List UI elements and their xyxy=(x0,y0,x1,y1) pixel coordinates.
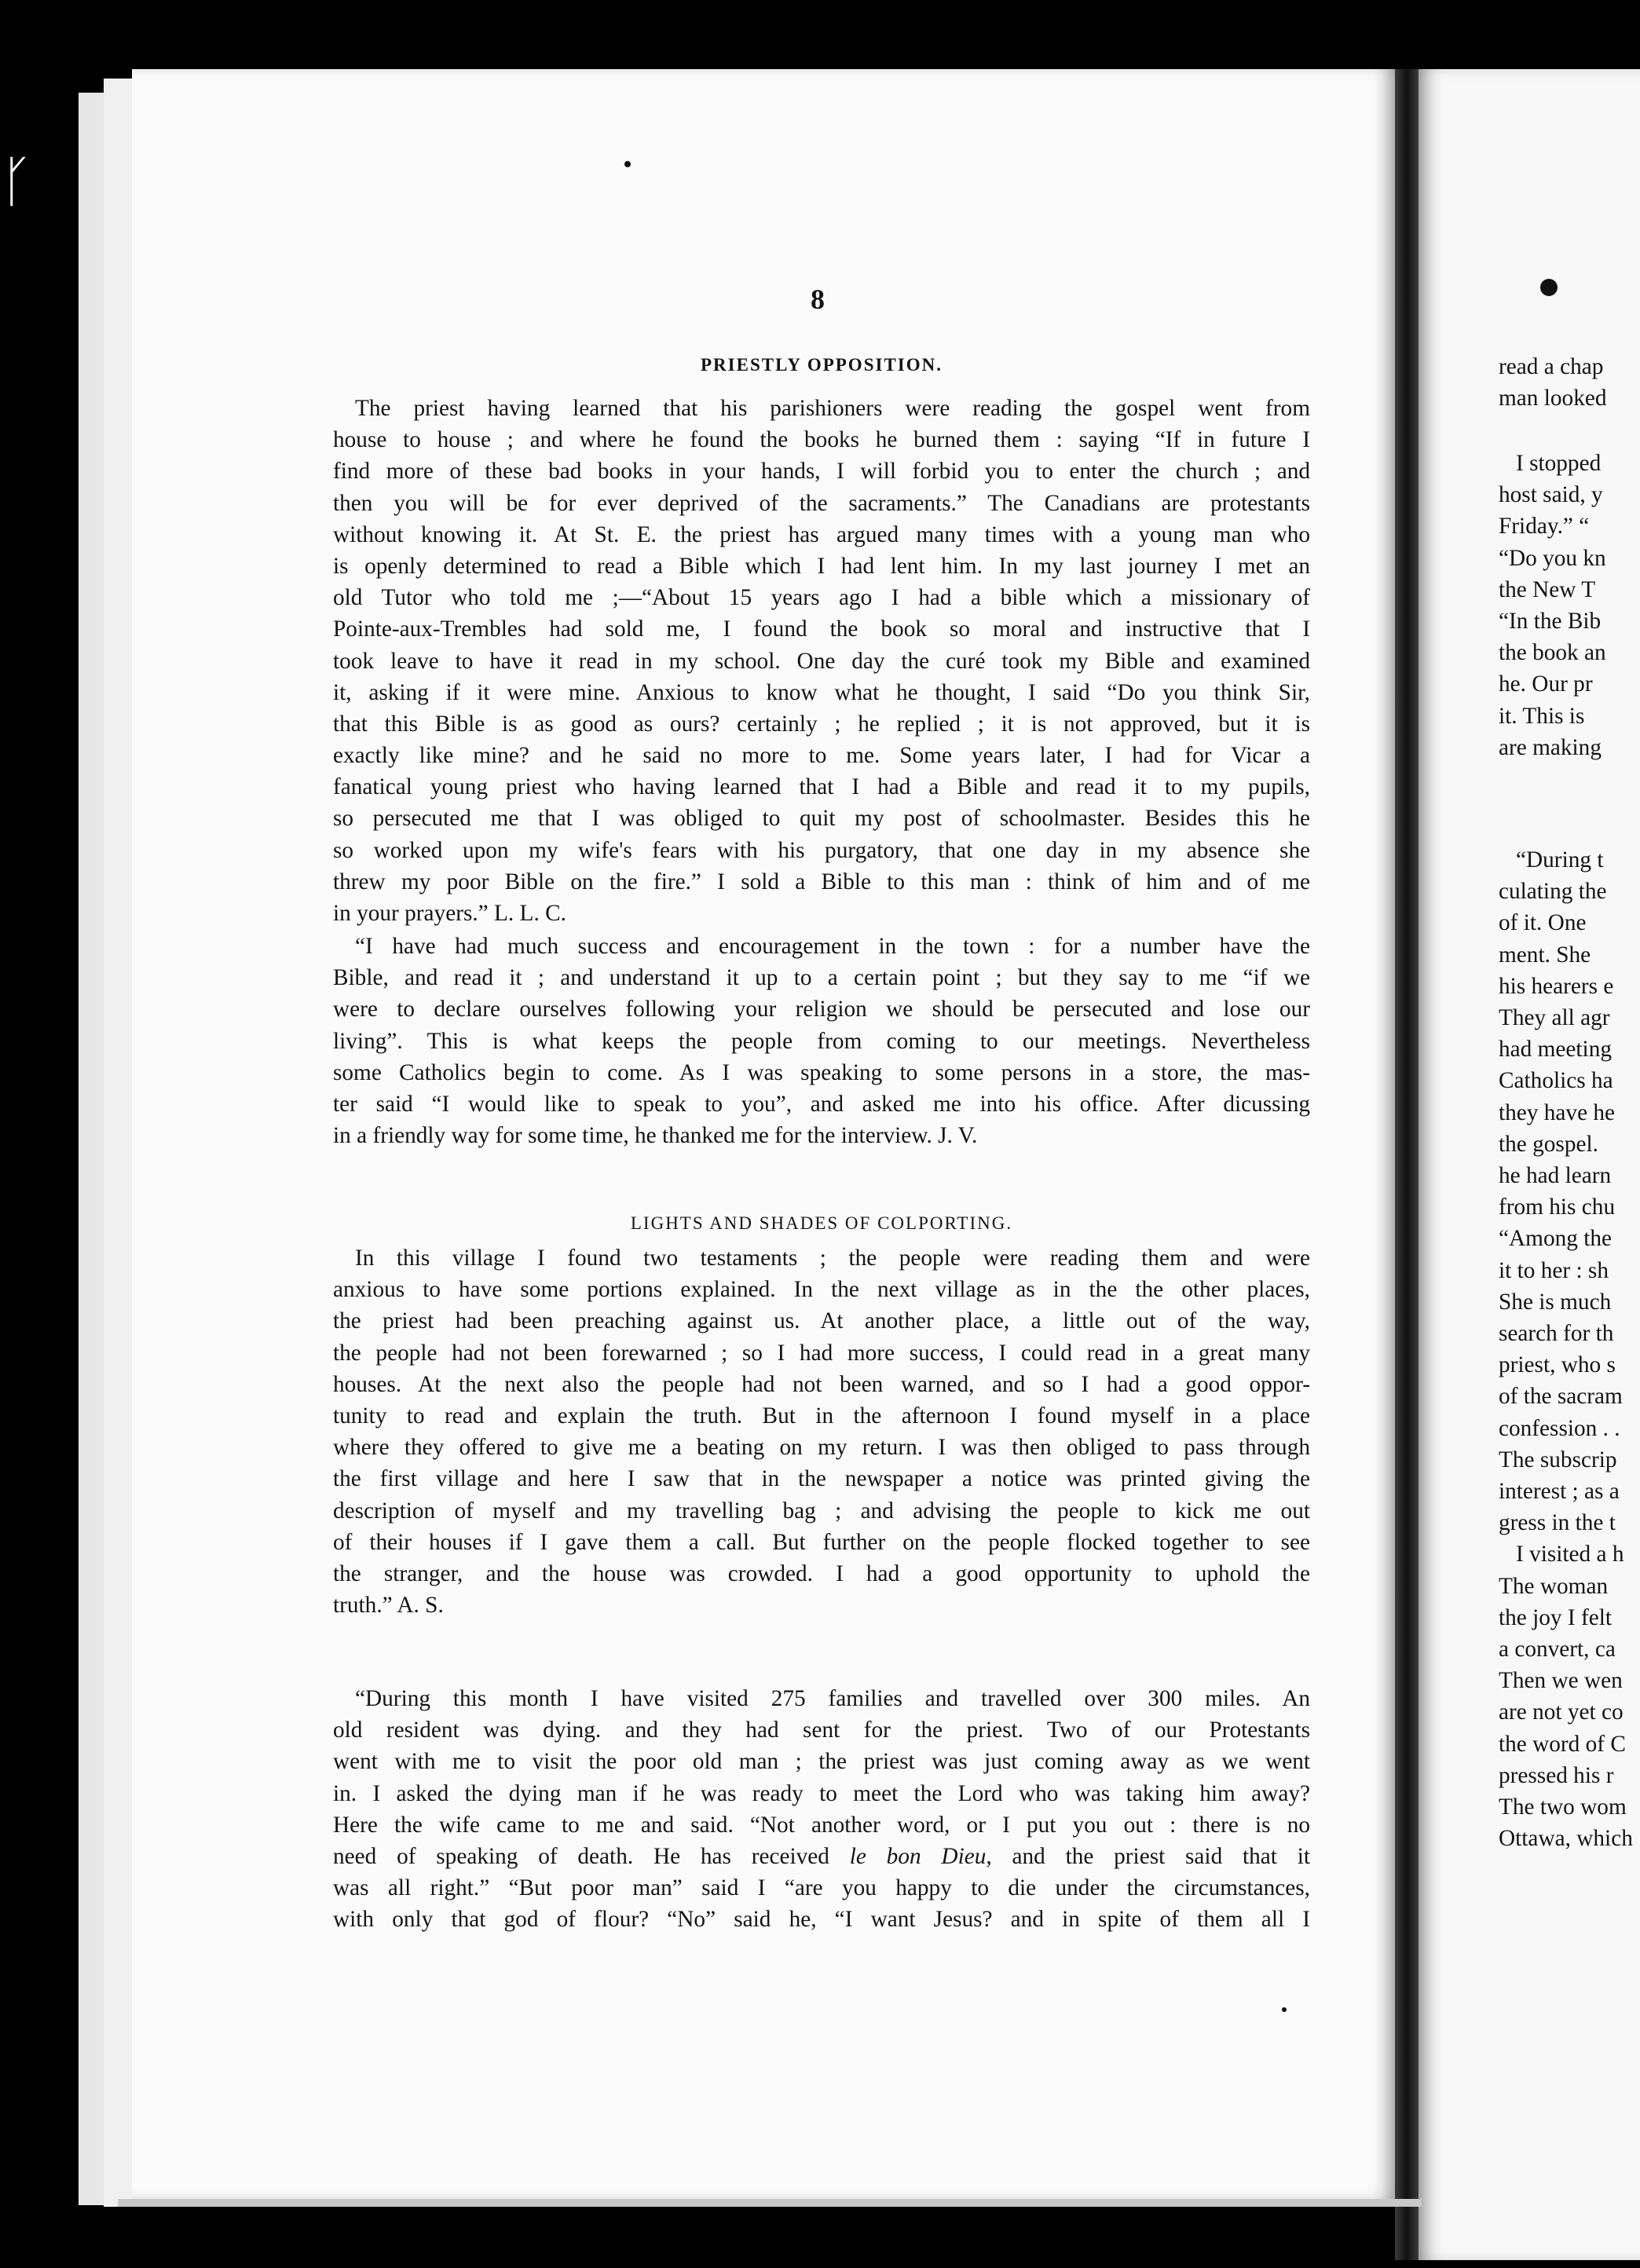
text-line: “During this month I have visited 275 families and travelled over 300 miles. An xyxy=(355,1686,1310,1711)
text-line: threw my poor Bible on the fire.” I sold a Bible to this man : think of him and of me xyxy=(333,869,1310,894)
paragraph-dying-man xyxy=(333,1683,1310,1936)
text-fragment: need of speaking of death. He has received xyxy=(333,1843,829,1869)
text-line: I visited a h xyxy=(1516,1542,1624,1567)
text-line: is openly determined to read a Bible which I had lent him. In my last journey I met an xyxy=(333,553,1310,579)
text-line: exactly like mine? and he said no more to me. Some years later, I had for Vicar a xyxy=(333,743,1310,769)
text-line-mixed xyxy=(333,1841,1310,1872)
text-line: search for th xyxy=(1499,1321,1614,1347)
text-line: They all agr xyxy=(1499,1005,1610,1031)
text-line: then you will be for ever deprived of the sacraments.” The Canadians are protestants xyxy=(333,490,1310,516)
text-line: “Among the xyxy=(1499,1226,1613,1252)
text-fragment: and the priest said that it xyxy=(1012,1843,1310,1869)
text-line: they have he xyxy=(1499,1099,1616,1125)
text-line: Pointe-aux-Trembles had sold me, I found the book so moral and instructive that I xyxy=(333,616,1310,642)
text-line: confession . . xyxy=(1499,1415,1620,1441)
text-line: read a chap xyxy=(1499,354,1604,379)
text-line: I stopped xyxy=(1516,451,1602,476)
text-line: from his chu xyxy=(1499,1194,1616,1220)
text-line: The subscrip xyxy=(1499,1447,1617,1472)
text-line: Then we wen xyxy=(1499,1668,1623,1694)
text-line: gress in the t xyxy=(1499,1510,1616,1536)
text-line: the joy I felt xyxy=(1499,1604,1612,1630)
ink-speck xyxy=(1282,2007,1287,2012)
text-line: fanatical young priest who having learned that I had a Bible and read it to my pupils, xyxy=(333,774,1310,800)
text-line: The two wom xyxy=(1499,1794,1627,1820)
text-line: his hearers e xyxy=(1499,973,1614,999)
text-line: in your prayers.” L. L. C. xyxy=(333,901,566,926)
text-line: “During t xyxy=(1516,847,1604,872)
text-line: the book an xyxy=(1499,640,1606,666)
text-line: ment. She xyxy=(1499,942,1591,968)
text-line: it. This is xyxy=(1499,703,1585,729)
text-line: In this village I found two testaments ; the people were reading them and were xyxy=(355,1246,1310,1271)
text-line: he. Our pr xyxy=(1499,671,1593,697)
text-line: the New T xyxy=(1499,576,1596,602)
section-title-lights-and-shades: LIGHTS AND SHADES OF COLPORTING. xyxy=(630,1213,1013,1233)
text-line: that this Bible is as good as ours? certainly ; he replied ; it is not approved, but it is xyxy=(333,711,1310,737)
italic-phrase: le bon Dieu, xyxy=(849,1843,992,1869)
text-line: host said, y xyxy=(1499,482,1603,508)
text-line: She is much xyxy=(1499,1289,1612,1315)
page-number: 8 xyxy=(811,284,825,315)
text-line: the priest had been preaching against us. At another place, a little out of the way, xyxy=(333,1308,1310,1334)
right-page-text-top xyxy=(1499,351,1640,414)
page-stack-edge xyxy=(104,79,132,2207)
text-line: anxious to have some portions explained. In the next village as in the the other places, xyxy=(333,1277,1310,1303)
text-line: took leave to have it read in my school. One day the curé took my Bible and examined xyxy=(333,648,1310,674)
paragraph-lights-and-shades xyxy=(333,1242,1310,1621)
text-line: houses. At the next also the people had not been warned, and so I had a good oppor- xyxy=(333,1371,1310,1397)
text-line: are not yet co xyxy=(1499,1699,1624,1725)
text-line: the people had not been forewarned ; so I had more success, I could read in a great many xyxy=(333,1340,1310,1366)
text-line: it, asking if it were mine. Anxious to know what he thought, I said “Do you think Sir, xyxy=(333,679,1310,705)
text-line: so persecuted me that I was obliged to quit my post of schoolmaster. Besides this he xyxy=(333,806,1310,832)
text-line: went with me to visit the poor old man ; the priest was just coming away as we went xyxy=(333,1749,1310,1775)
text-line: “Do you kn xyxy=(1499,545,1606,571)
text-line: culating the xyxy=(1499,879,1607,905)
text-line: old Tutor who told me ;—“About 15 years ago I had a bible which a missionary of xyxy=(333,585,1310,611)
paragraph-town-encouragement xyxy=(333,931,1310,1151)
text-line: Here the wife came to me and said. “Not another word, or I put you out : there is no xyxy=(333,1812,1310,1838)
text-line: in. I asked the dying man if he was ready to meet the Lord who was taking him away? xyxy=(333,1780,1310,1806)
right-page-text-middle xyxy=(1499,448,1640,763)
text-line: the gospel. xyxy=(1499,1131,1598,1157)
text-line: interest ; as a xyxy=(1499,1479,1620,1505)
text-line: of it. One xyxy=(1499,910,1587,936)
text-line: The woman xyxy=(1499,1573,1609,1599)
text-line: living”. This is what keeps the people from coming to our meetings. Nevertheless xyxy=(333,1028,1310,1054)
page-bottom-edge xyxy=(118,2199,1422,2207)
book-gutter xyxy=(1395,69,1419,2260)
paragraph-priestly-opposition xyxy=(333,393,1310,929)
text-line: priest, who s xyxy=(1499,1352,1616,1378)
text-line: so worked upon my wife's fears with his purgatory, that one day in my absence she xyxy=(333,837,1310,863)
text-line: truth.” A. S. xyxy=(333,1593,444,1619)
text-line: Catholics ha xyxy=(1499,1068,1613,1094)
text-line: “I have had much success and encouragement in the town : for a number have the xyxy=(355,934,1310,959)
text-line: The priest having learned that his parishioners were reading the gospel went from xyxy=(355,396,1310,421)
text-line: the stranger, and the house was crowded. I had a good opportunity to uphold the xyxy=(333,1560,1310,1586)
text-line: tunity to read and explain the truth. But in the afternoon I found myself in a place xyxy=(333,1403,1310,1428)
scan-artifact-mark: ᚴ xyxy=(0,149,33,214)
text-line: was all right.” “But poor man” said I “are you happy to die under the circumstances, xyxy=(333,1875,1310,1901)
text-line: find more of these bad books in your hands, I will forbid you to enter the church ; and xyxy=(333,459,1310,485)
text-line: are making xyxy=(1499,734,1602,760)
text-line: house to house ; and where he found the books he burned them : saying “If in future I xyxy=(333,427,1310,453)
section-title-priestly-opposition: PRIESTLY OPPOSITION. xyxy=(701,355,943,375)
text-line: it to her : sh xyxy=(1499,1257,1609,1283)
text-line: of the sacram xyxy=(1499,1384,1623,1410)
text-line: ter said “I would like to speak to you”, and asked me into his office. After dicussing xyxy=(333,1091,1310,1117)
text-line: the word of C xyxy=(1499,1731,1626,1757)
text-line: where they offered to give me a beating on my return. I was then obliged to pass through xyxy=(333,1435,1310,1461)
text-line: pressed his r xyxy=(1499,1762,1614,1788)
text-line: some Catholics begin to come. As I was speaking to some persons in a store, the mas- xyxy=(333,1059,1310,1085)
text-line: the first village and here I saw that in the newspaper a notice was printed giving the xyxy=(333,1466,1310,1492)
text-line: Ottawa, which xyxy=(1499,1826,1633,1852)
text-line: with only that god of flour? “No” said he, “I want Jesus? and in spite of them all I xyxy=(333,1907,1310,1933)
text-line: man looked xyxy=(1499,386,1607,412)
text-line: description of myself and my travelling bag ; and advising the people to kick me out xyxy=(333,1498,1310,1524)
text-line: had meeting xyxy=(1499,1037,1612,1063)
text-line: a convert, ca xyxy=(1499,1637,1616,1663)
text-line: “In the Bib xyxy=(1499,609,1602,635)
right-page-text-bottom xyxy=(1499,844,1640,1855)
text-line: without knowing it. At St. E. the priest has argued many times with a young man who xyxy=(333,521,1310,547)
ink-speck xyxy=(624,161,631,167)
text-line: Bible, and read it ; and understand it up to a certain point ; but they say to me “if we xyxy=(333,965,1310,991)
text-line: old resident was dying. and they had sent for the priest. Two of our Protestants xyxy=(333,1717,1310,1743)
text-line: in a friendly way for some time, he thanked me for the interview. J. V. xyxy=(333,1123,978,1149)
text-line: were to declare ourselves following your religion we should be persecuted and lose our xyxy=(333,997,1310,1022)
scan-background-top xyxy=(0,0,1640,49)
text-line: he had learn xyxy=(1499,1163,1612,1189)
text-line: Friday.” “ xyxy=(1499,514,1590,540)
text-line: of their houses if I gave them a call. But further on the people flocked together to see xyxy=(333,1529,1310,1555)
ink-dot xyxy=(1540,279,1558,296)
